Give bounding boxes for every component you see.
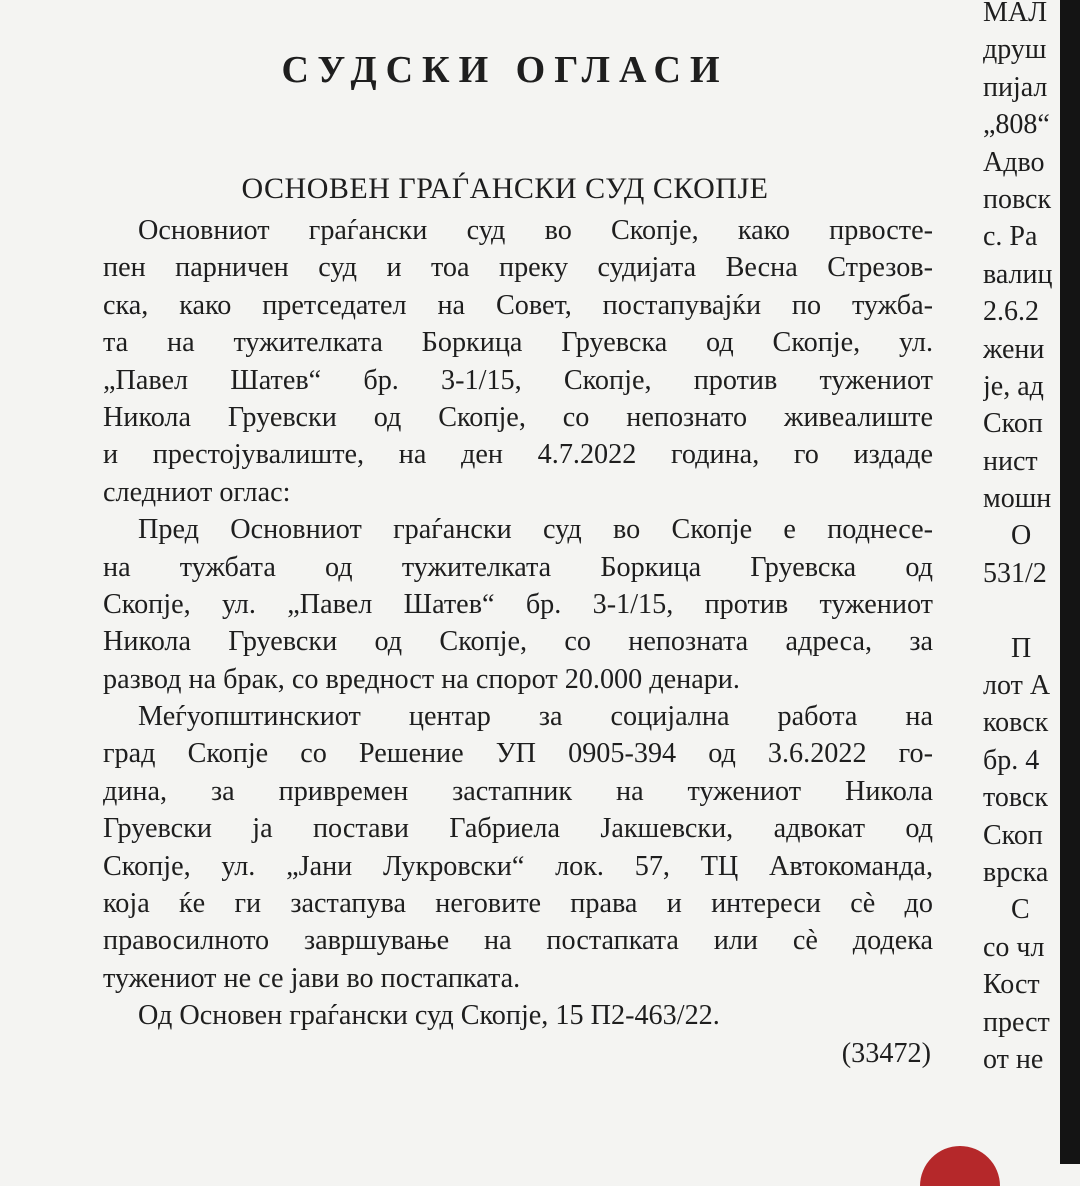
announcement-body — [103, 212, 933, 1072]
text-line: Пред Основниот граѓански суд во Скопје е поднесе- — [138, 514, 933, 546]
paragraph — [103, 212, 933, 511]
section-title: СУДСКИ ОГЛАСИ — [281, 49, 729, 91]
text-line: С — [1011, 894, 1030, 926]
text-line: Меѓуопштинскиот центар за социјална работа на — [138, 701, 933, 733]
text-line: на тужбата од тужителката Боркица Груевска од — [103, 551, 933, 583]
text-line: Основниот граѓански суд во Скопје, како првосте- — [138, 215, 933, 246]
text-line: Груевски ја постави Габриела Јакшевски, адвокат од — [103, 813, 933, 845]
text-line: Скопје, ул. „Јани Лукровски“ лок. 57, ТЦ Автокоманда, — [103, 850, 933, 882]
text-line: Од Основен граѓански суд Скопје, 15 П2-463/22. — [138, 1000, 720, 1032]
text-line: развод на брак, со вредност на спорот 20.000 денари. — [103, 663, 740, 695]
text-line: П — [1011, 632, 1032, 664]
screen-edge-shadow — [1060, 0, 1080, 1164]
text-line: дина, за привремен застапник на тужениот Никола — [103, 775, 933, 807]
text-line: Адво — [983, 146, 1045, 178]
text-line: Скоп — [983, 819, 1043, 851]
text-line: и престојувалиште, на ден 4.7.2022 година, го издаде — [103, 439, 933, 471]
red-button-partial — [920, 1146, 1000, 1186]
text-line: Скоп — [983, 408, 1043, 440]
text-line: је, ад — [983, 370, 1044, 402]
text-line: врска — [983, 856, 1049, 888]
text-line: О — [1011, 520, 1032, 552]
text-line: от не — [983, 1043, 1044, 1075]
text-line: град Скопје со Решение УП 0905-394 од 3.6.2022 го- — [103, 738, 933, 770]
paragraph — [103, 997, 933, 1034]
paragraph — [103, 511, 933, 698]
text-line: пијал — [983, 71, 1048, 103]
text-line: Кост — [983, 969, 1040, 1001]
text-line: ска, како претседател на Совет, постапувајќи по тужба- — [103, 289, 933, 321]
text-line: пен парничен суд и тоа преку судијата Весна Стрезов- — [103, 252, 933, 284]
text-line: МАЛ — [983, 0, 1048, 28]
text-line: 2.6.2 — [983, 296, 1039, 328]
text-line: прест — [983, 1006, 1050, 1038]
text-line: 531/2 — [983, 557, 1047, 589]
text-line: „Павел Шатев“ бр. 3-1/15, Скопје, против тужениот — [103, 364, 933, 396]
text-line: лот А — [983, 670, 1051, 702]
text-line: „808“ — [983, 109, 1050, 141]
text-line: Скопје, ул. „Павел Шатев“ бр. 3-1/15, против тужениот — [103, 588, 933, 620]
text-line: правосилното завршување на постапката или сѐ додека — [103, 925, 933, 957]
text-line: ковск — [983, 707, 1049, 739]
paragraph — [103, 698, 933, 997]
text-line: товск — [983, 782, 1048, 814]
text-line: со чл — [983, 931, 1045, 963]
text-line: тужениот не се јави во постапката. — [103, 962, 521, 994]
text-line: која ќе ги застапува неговите права и интереси сѐ до — [103, 888, 933, 920]
text-line — [983, 592, 1063, 629]
adjacent-column-fragment — [983, 0, 1063, 1104]
court-title: ОСНОВЕН ГРАЃАНСКИ СУД СКОПЈЕ — [241, 172, 769, 205]
text-line: повск — [983, 183, 1052, 215]
text-line: жени — [983, 333, 1045, 365]
text-line: валиц — [983, 258, 1053, 290]
text-line: нист — [983, 445, 1038, 477]
text-line: Никола Груевски од Скопје, со непозната адреса, за — [103, 626, 933, 658]
text-line: мошн — [983, 483, 1052, 515]
text-line: с. Ра — [983, 221, 1038, 253]
text-line: Никола Груевски од Скопје, со непознато живеалиште — [103, 401, 933, 433]
reference-number: (33472) — [841, 1037, 931, 1069]
text-line: друш — [983, 34, 1047, 66]
text-line: та на тужителката Боркица Груевска од Скопје, ул. — [103, 327, 933, 359]
text-line: бр. 4 — [983, 744, 1040, 776]
text-line: следниот оглас: — [103, 476, 291, 508]
